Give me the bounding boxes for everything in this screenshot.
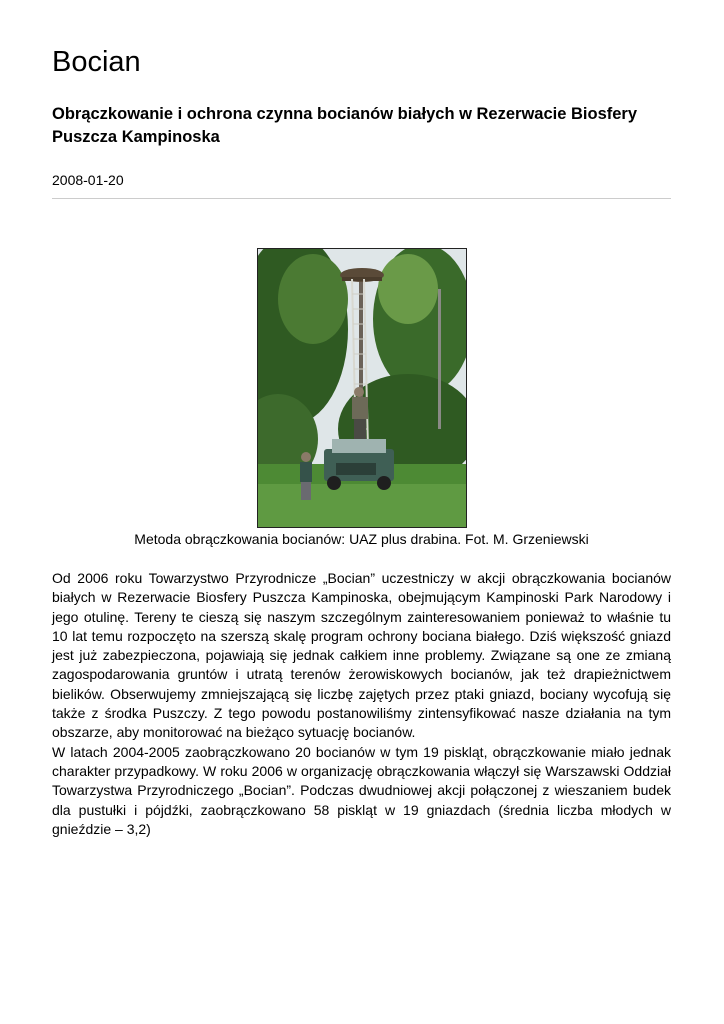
photo-standing-person-legs — [301, 482, 311, 500]
article-paragraph: Od 2006 roku Towarzystwo Przyrodnicze „Bocian” uczestniczy w akcji obrączkowania bocianów białych w Rezerwacie Biosfery Puszcza Kampinoska, obejmującym Kampinoski Park Narodowy i jego otulinę. Tereny te cieszą się naszym szczególnym zainteresowaniem ponieważ to właśnie tu 10 lat temu rozpoczęto na szerszą skalę program ochrony bociana białego. Dziś większość gniazd jest już zabezpieczona, pojawiają się jednak całkiem inne problemy. Związane są one ze zmianą zagospodarowania gruntów i utratą terenów żerowiskowych bocianów, jak też drapieżnictwem bielików. Obserwujemy zmniejszającą się liczbę zajętych przez ptaki gniazd, bociany wycofują się także z środka Puszczy. Z tego powodu postanowiliśmy zintensyfikować nasze działania na tym obszarze, aby monitorować na bieżąco sytuację bocianów. — [52, 570, 671, 741]
article-date: 2008-01-20 — [52, 172, 124, 188]
site-name: Bocian — [52, 46, 141, 78]
photo-vehicle-grille — [336, 463, 376, 475]
article-photo — [257, 248, 467, 528]
photo-tree-left-light — [278, 254, 348, 344]
photo-grass-highlight — [258, 484, 466, 527]
photo-person-body — [352, 397, 368, 419]
photo-person-head — [354, 387, 364, 397]
photo-vehicle-wheel-right — [377, 476, 391, 490]
photo-vehicle-windshield — [332, 439, 386, 453]
stork-ringing-photo — [258, 249, 466, 527]
photo-caption: Metoda obrączkowania bocianów: UAZ plus drabina. Fot. M. Grzeniewski — [134, 531, 589, 547]
article-paragraph: W latach 2004-2005 zaobrączkowano 20 bocianów w tym 19 piskląt, obrączkowanie miało jednak charakter przypadkowy. W roku 2006 w organizację obrączkowania włączył się Warszawski Oddział Towarzystwa Przyrodniczego „Bocian”. Podczas dwudniowej akcji połączonej z wieszaniem budek dla pustułki i pójdźki, zaobrączkowano 58 piskląt w 19 gniazdach (średnia liczba młodych w gnieździe – 3,2) — [52, 743, 671, 837]
photo-standing-person-head — [301, 452, 311, 462]
photo-tree-right-light — [378, 254, 438, 324]
article-title: Obrączkowanie i ochrona czynna bocianów białych w Rezerwacie Biosfery Puszcza Kampinoska — [52, 105, 638, 146]
header-divider — [52, 198, 671, 199]
photo-standing-person-body — [300, 462, 312, 482]
photo-person-legs — [354, 419, 366, 441]
photo-far-pole — [438, 289, 441, 429]
photo-vehicle-wheel-left — [327, 476, 341, 490]
photo-nest-platform — [342, 277, 382, 281]
article-body — [52, 569, 671, 839]
